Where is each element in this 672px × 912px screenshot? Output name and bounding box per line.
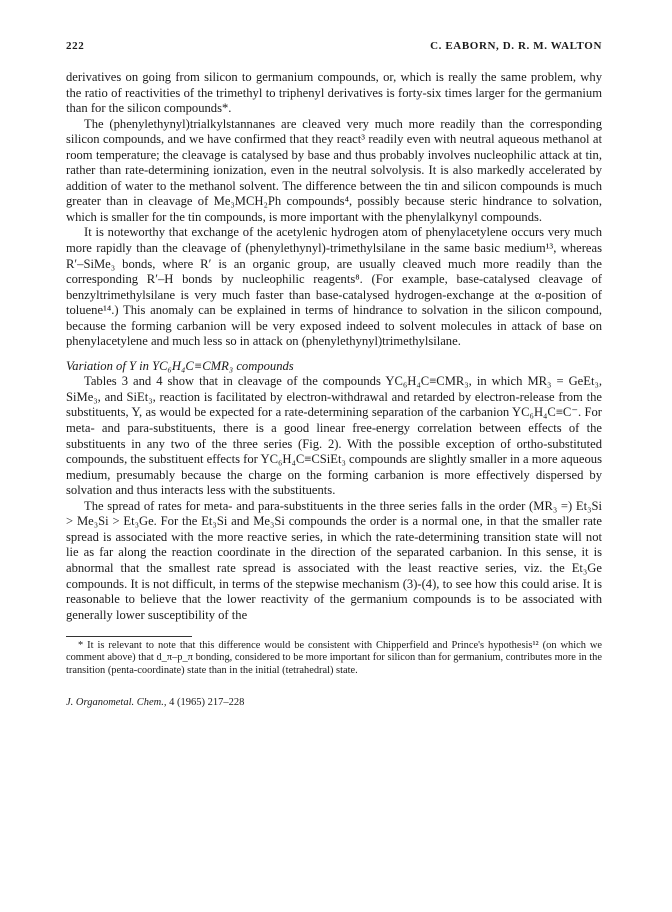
paragraph-tables: Tables 3 and 4 show that in cleavage of the compounds YC₆H₄C≡CMR₃, in which MR₃ = GeEt₃, SiMe₃, and SiEt₃, reaction is facilitated by electron-withdrawal and retarded by electron-release from the substituents, Y, as would be expected for a rate-determining separation of the carbanion YC₆H₄C≡C⁻. For meta- and para-substituents, there is a good linear free-energy correlation between effects of the substituents in any two of the three series (Fig. 2). With the possible exception of ortho-substituted compounds, the substituent effects for YC₆H₄C≡CSiEt₃ compounds are slightly smaller in a more aqueous medium, presumably because the charge on the forming carbanion is more effectively dispersed by solvation and thus interacts less with the substituents. bbox=[66, 374, 602, 498]
footnote: * It is relevant to note that this difference would be consistent with Chipperfield and Prince's hypothesis¹² (on which we comment above) that d_π–p_π bonding, considered to be more important for silicon than for germanium, contributes more in the transition (penta-coordinate) state than in the initial (tetrahedral) state. bbox=[66, 640, 602, 676]
paragraph-continuation: derivatives on going from silicon to germanium compounds, or, which is really the same problem, why the ratio of reactivities of the trimethyl to triphenyl derivatives is forty-six times larger for the germanium than for the silicon compounds*. bbox=[66, 70, 602, 116]
journal-citation bbox=[66, 697, 602, 708]
running-authors: C. EABORN, D. R. M. WALTON bbox=[430, 40, 602, 52]
footnote-divider bbox=[66, 636, 192, 637]
paragraph-stannanes: The (phenylethynyl)trialkylstannanes are cleaved very much more readily than the corresponding silicon compounds, and we have confirmed that they react³ readily even with neutral aqueous methanol at room temperature; the cleavage is catalysed by base and thus probably involves nucleophilic attack at tin, rather than rate-determining ionization, even in the neutral solvolysis. It is also markedly accelerated by addition of water to the methanol solvent. The difference between the tin and silicon compounds is much greater than in cleavage of Me₃MCH₂Ph compounds⁴, possibly because steric hindrance to solvation, which is smaller for the tin compounds, is more important with the phenylalkynyl compounds. bbox=[66, 116, 602, 224]
section-heading: Variation of Y in YC₆H₄C≡CMR₃ compounds bbox=[66, 358, 294, 373]
paragraph-rate-spread: The spread of rates for meta- and para-substituents in the three series falls in the order (MR₃ =) Et₃Si > Me₃Si > Et₃Ge. For the Et₃Si and Me₃Si compounds the order is a normal one, in that the smaller rate spread is associated with the more reactive series, in which the rate-determining transition state will not lie as far along the reaction coordinate in the direction of the separated carbanion. In this sense, it is abnormal that the smallest rate spread is associated with the least reactive series, viz. the Et₃Ge compounds. It is not difficult, in terms of the stepwise mechanism (3)-(4), to see how this could arise. It is reasonable to believe that the lower reactivity of the germanium compounds is to be associated with generally lower susceptibility of the bbox=[66, 498, 602, 622]
paragraph-acetylenic-exchange: It is noteworthy that exchange of the acetylenic hydrogen atom of phenylacetylene occurs very much more rapidly than the cleavage of (phenylethynyl)-trimethylsilane in the same basic medium¹³, whereas R′–SiMe₃ bonds, where R′ is an organic group, are usually cleaved much more readily than the corresponding R′–H bonds by nucleophilic reagents⁸. (For example, base-catalysed cleavage of benzyltrimethylsilane is very much faster than base-catalysed hydrogen-exchange at the α-position of toluene¹⁴.) This anomaly can be explained in terms of hindrance to solvation in the silicon compound, because the forming carbanion will be very exposed indeed to solvent molecules in attack of base on phenylacetylene and much less so in attack on (phenylethynyl)trimethylsilane. bbox=[66, 225, 602, 349]
journal-name: J. Organometal. Chem., bbox=[66, 696, 167, 708]
page-number: 222 bbox=[66, 40, 85, 52]
running-header bbox=[66, 40, 602, 52]
page bbox=[66, 40, 602, 708]
journal-volume-pages: 4 (1965) 217–228 bbox=[169, 696, 245, 708]
